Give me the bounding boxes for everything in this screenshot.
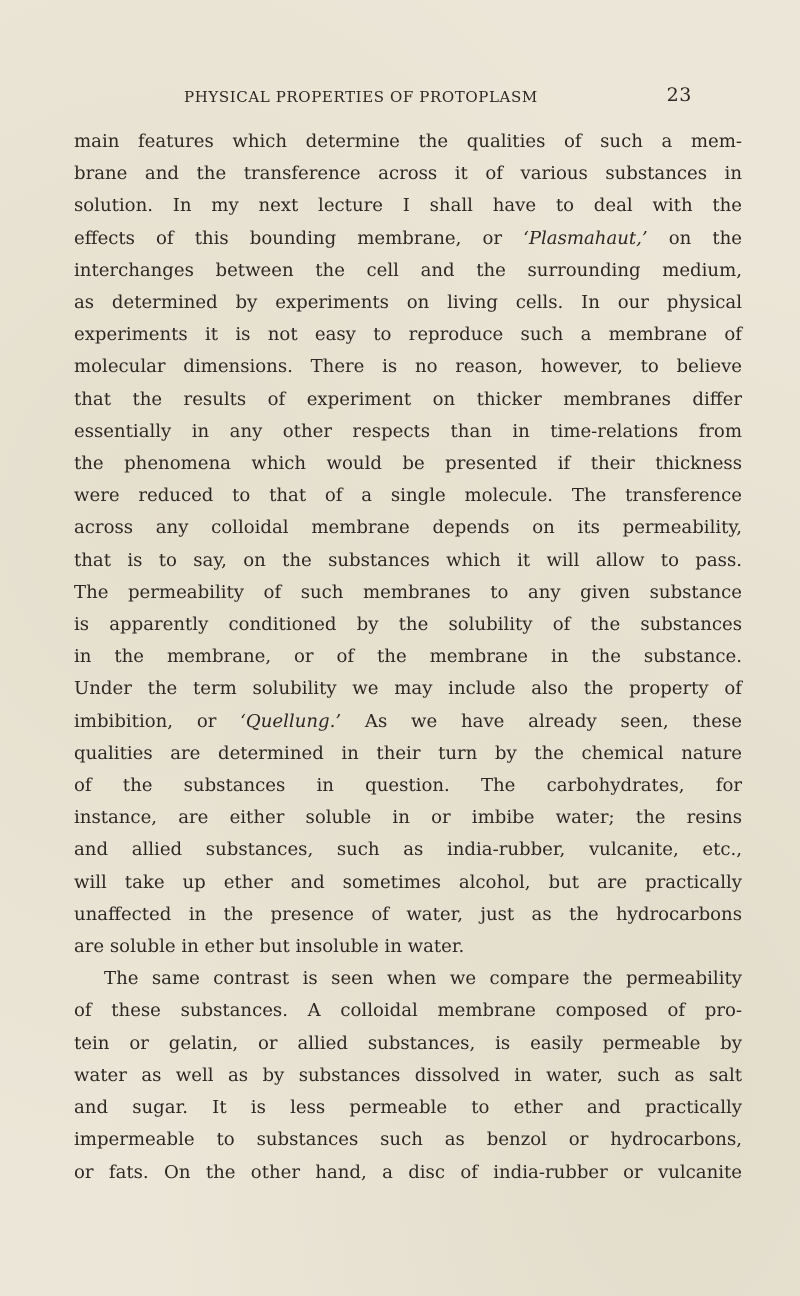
text-line-end: As we have already seen, these [341, 710, 742, 732]
text-line: instance, are either soluble in or imbibe water; the resins [74, 807, 742, 829]
text-line: unaffected in the presence of water, just as the hydrocarbons [74, 903, 742, 925]
text-line: that the results of experiment on thicker membranes differ [74, 388, 742, 410]
text-line: that is to say, on the substances which it will allow to pass. [74, 549, 742, 571]
italic-term-plasmahaut: ‘Plasmahaut,’ [523, 227, 648, 249]
text-line: molecular dimensions. There is no reason, however, to believe [74, 356, 742, 378]
body-text [74, 126, 742, 1189]
italic-term-quellung: ‘Quellung.’ [240, 710, 342, 732]
text-line: The permeability of such membranes to any given substance [74, 581, 742, 603]
text-line: tein or gelatin, or allied substances, is easily permeable by [74, 1032, 742, 1054]
text-line: essentially in any other respects than in time-relations from [74, 420, 742, 442]
text-line: are soluble in ether but insoluble in water. [74, 936, 465, 958]
text-line-start: effects of this bounding membrane, or [74, 227, 524, 249]
text-line: or fats. On the other hand, a disc of india-rubber or vulcanite [74, 1161, 742, 1183]
text-line [74, 223, 742, 255]
text-line: were reduced to that of a single molecule. The transference [74, 485, 742, 507]
text-line: of the substances in question. The carbohydrates, for [74, 775, 742, 797]
running-title: PHYSICAL PROPERTIES OF PROTOPLASM [184, 88, 538, 106]
text-line: experiments it is not easy to reproduce such a membrane of [74, 324, 742, 346]
text-line: and sugar. It is less permeable to ether and practically [74, 1097, 742, 1119]
text-line-start: imbibition, or [74, 710, 241, 732]
text-line: solution. In my next lecture I shall have to deal with the [74, 195, 742, 217]
text-line: The same contrast is seen when we compare the permeability [104, 968, 742, 990]
text-line: will take up ether and sometimes alcohol, but are practically [74, 871, 742, 893]
text-line: of these substances. A colloidal membrane composed of pro- [74, 1000, 742, 1022]
text-line: impermeable to substances such as benzol or hydrocarbons, [74, 1129, 742, 1151]
text-line: across any colloidal membrane depends on its permeability, [74, 517, 742, 539]
text-line: as determined by experiments on living cells. In our physical [74, 292, 742, 314]
text-line: interchanges between the cell and the surrounding medium, [74, 259, 742, 281]
text-line: brane and the transference across it of various substances in [74, 163, 742, 185]
text-line: the phenomena which would be presented if their thickness [74, 453, 742, 475]
page-number: 23 [666, 84, 692, 106]
text-line: main features which determine the qualities of such a mem- [74, 131, 742, 152]
text-line: in the membrane, or of the membrane in the substance. [74, 646, 742, 668]
text-line-end: on the [647, 227, 742, 249]
text-line: water as well as by substances dissolved in water, such as salt [74, 1064, 742, 1086]
text-line: is apparently conditioned by the solubility of the substances [74, 614, 742, 636]
text-line: qualities are determined in their turn by the chemical nature [74, 742, 742, 764]
text-line [74, 706, 742, 738]
text-line: Under the term solubility we may include also the property of [74, 678, 742, 700]
text-line: and allied substances, such as india-rubber, vulcanite, etc., [74, 839, 742, 861]
